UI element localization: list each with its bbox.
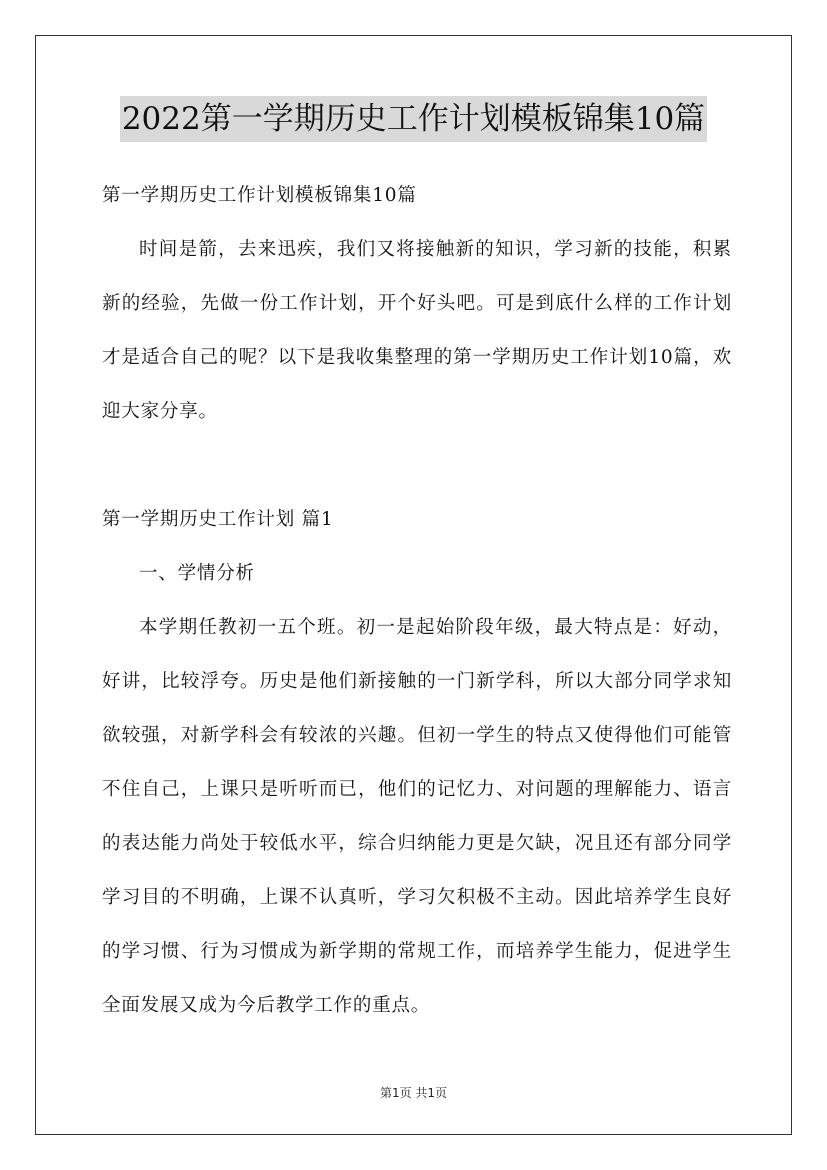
paragraph-spacer — [102, 439, 732, 493]
title-container — [0, 96, 827, 142]
page-footer: 第1页 共1页 — [379, 1086, 448, 1100]
document-subtitle: 第一学期历史工作计划模板锦集10篇 — [102, 185, 417, 206]
intro-paragraph: 时间是箭，去来迅疾，我们又将接触新的知识，学习新的技能，积累新的经验，先做一份工作计划，开个好头吧。可是到底什么样的工作计划才是适合自己的呢？以下是我收集整理的第一学期历史工作计划10篇，欢迎大家分享。 — [102, 239, 732, 422]
body-paragraph: 本学期任教初一五个班。初一是起始阶段年级，最大特点是：好动，好讲，比较浮夸。历史是他们新接触的一门新学科，所以大部分同学求知欲较强，对新学科会有较浓的兴趣。但初一学生的特点又使得他们可能管不住自己，上课只是听听而已，他们的记忆力、对问题的理解能力、语言的表达能力尚处于较低水平，综合归纳能力更是欠缺，况且还有部分同学学习目的不明确，上课不认真听，学习欠积极不主动。因此培养学生良好的学习惯、行为习惯成为新学期的常规工作，而培养学生能力，促进学生全面发展又成为今后教学工作的重点。 — [102, 617, 732, 1016]
document-body — [102, 169, 732, 1033]
document-title: 2022第一学期历史工作计划模板锦集10篇 — [120, 96, 707, 142]
sub-heading: 一、学情分析 — [139, 563, 255, 584]
section-heading: 第一学期历史工作计划 篇1 — [102, 509, 334, 530]
